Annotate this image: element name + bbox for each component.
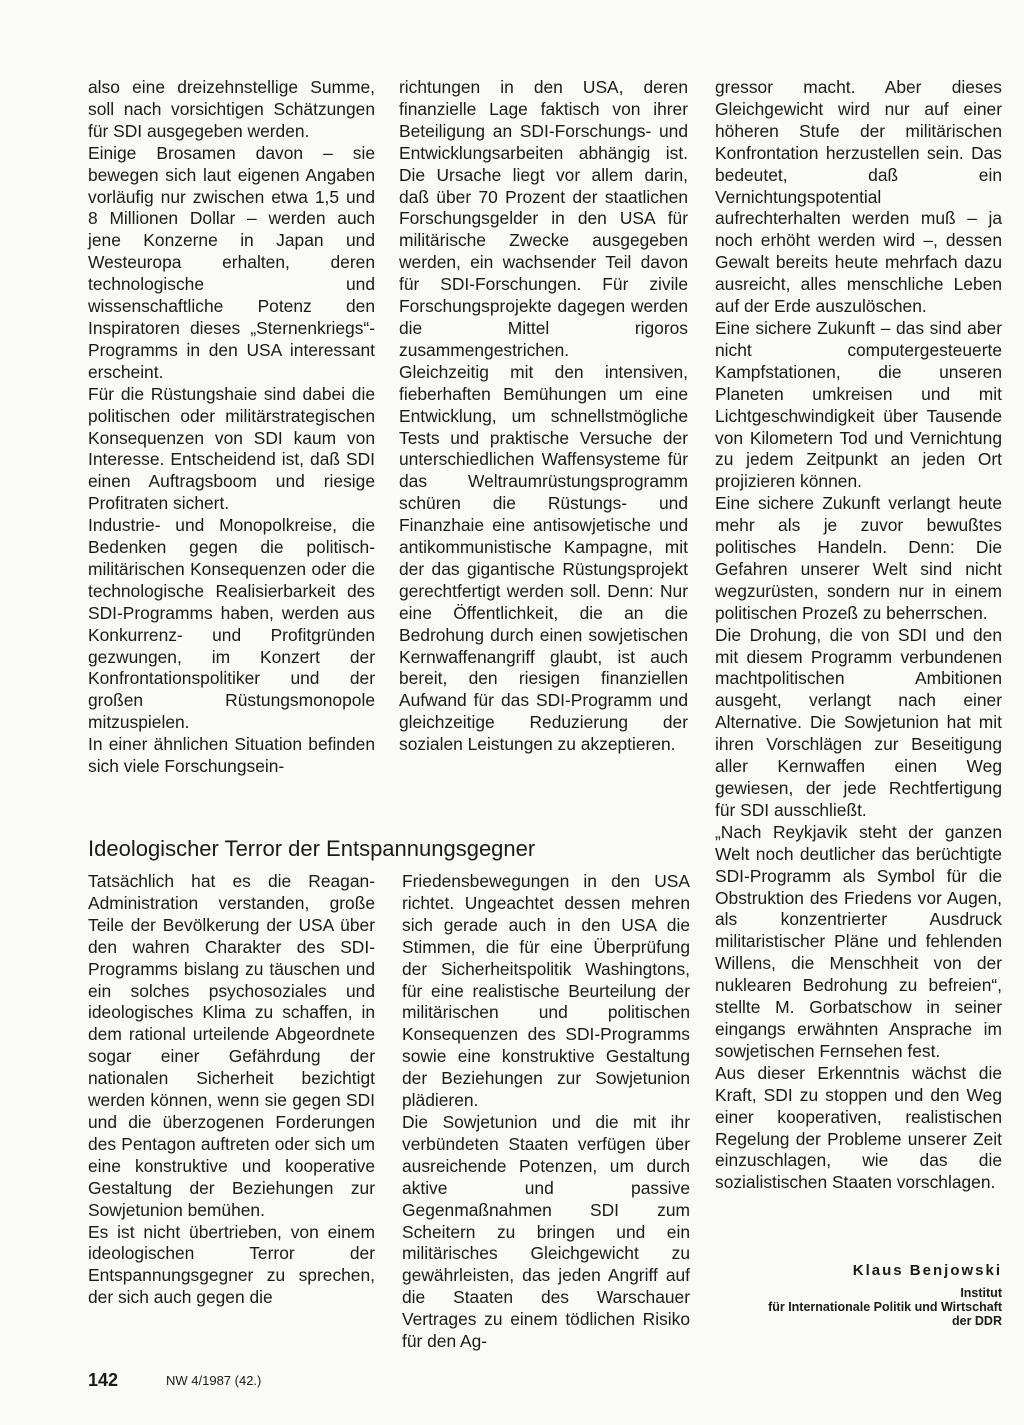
paragraph: Die Drohung, die von SDI und den mit diesem Programm verbundenen machtpolitischen Ambitionen ausgeht, verlangt nach einer Alternative. Die Sowjetunion hat mit ihren Vorschlägen zur Beseitigung aller Kernwaffen einen Weg gewiesen, der jede Rechtfertigung für SDI ausschließt. [715,624,1002,820]
section-heading: Ideologischer Terror der Entspannungsgegner [88,836,536,862]
right-column [715,77,1002,1194]
paragraph: Einige Brosamen davon – sie bewegen sich laut eigenen Angaben vorläufig nur zwischen etwa 1,5 und 8 Millionen Dollar – werden auch jene Konzerne in Japan und Westeuropa erhalten, deren technologische und wissenschaftliche Potenz den Inspiratoren dieses „Sternenkriegs“-Programms in den USA interessant erscheint. [88,142,375,382]
page-number: 142 [88,1370,119,1390]
paragraph: „Nach Reykjavik steht der ganzen Welt noch deutlicher das berüchtigte SDI-Programm als Symbol für die Obstruktion des Friedens vor Augen, als konzentrierter Ausdruck militaristischer Pläne und fehlenden Willens, die Menschheit von der nuklearen Bedrohung zu befreien“, stellte M. Gorbatschow in seiner eingangs erwähnten Ansprache im sowjetischen Fernsehen fest. [715,821,1002,1061]
paragraph: In einer ähnlichen Situation befinden sich viele Forschungsein- [88,734,375,777]
paragraph: Friedensbewegungen in den USA richtet. Ungeachtet dessen mehren sich gerade auch in den USA die Stimmen, die für eine Überprüfung der Sicherheitspolitik Washingtons, für eine realistische Beurteilung der militärischen und politischen Konsequenzen des SDI-Programms sowie eine konstruktive Gestaltung der Beziehungen zur Sowjetunion plädieren. [402,871,690,1111]
paragraph: Die Sowjetunion und die mit ihr verbündeten Staaten verfügen über ausreichende Potenzen, um durch aktive und passive Gegenmaßnahmen SDI zum Scheitern zu bringen und ein militärisches Gleichgewicht zu gewährleisten, das jeden Angriff auf die Staaten des Warschauer Vertrages zu einem tödlichen Risiko für den Ag- [402,1111,690,1352]
upper-left-column [88,77,375,778]
paragraph: Aus dieser Erkenntnis wächst die Kraft, SDI zu stoppen und den Weg einer kooperativen, realistischen Regelung der Probleme unserer Zeit einzuschlagen, wie das die sozialistischen Staaten vorschlagen. [715,1062,1002,1193]
author-name: Klaus Benjowski [852,1262,1002,1279]
author-institute-line: Institut [960,1286,1002,1300]
paragraph: gressor macht. Aber dieses Gleichgewicht wird nur auf einer höheren Stufe der militärischen Konfrontation herzustellen sein. Das bedeutet, daß ein Vernichtungspotential aufrechterhalten werden muß – ja noch erhöht werden wird –, dessen Gewalt bereits heute mehrfach dazu ausreicht, alles menschliche Leben auf der Erde auszulöschen. [715,77,1002,317]
author-institute-line: der DDR [951,1314,1002,1328]
paragraph: also eine dreizehnstellige Summe, soll nach vorsichtigen Schätzungen für SDI ausgegeben werden. [88,77,375,141]
paragraph: richtungen in den USA, deren finanzielle Lage faktisch von ihrer Beteiligung an SDI-Forschungs- und Entwicklungsarbeiten abhängig ist. Die Ursache liegt vor allem darin, daß über 70 Prozent der staatlichen Forschungsgelder in den USA für militärische Zwecke ausgegeben werden, ein wachsender Teil davon für SDI-Forschungen. Für zivile Forschungsprojekte dagegen werden die Mittel rigoros zusammengestrichen. [399,77,688,360]
issue-reference: NW 4/1987 (42.) [166,1373,262,1388]
lower-left-column [88,871,375,1309]
paragraph: Gleichzeitig mit den intensiven, fieberhaften Bemühungen um eine Entwicklung, um schnellstmögliche Tests und praktische Versuche der unterschiedlichen Waffensysteme für das Weltraumrüstungsprogramm schüren die Rüstungs- und Finanzhaie eine antisowjetische und antikommunistische Kampagne, mit der das gigantische Rüstungsprojekt gerechtfertigt werden soll. Denn: Nur eine Öffentlichkeit, die an die Bedrohung durch einen sowjetischen Kernwaffenangriff glaubt, ist auch bereit, den riesigen finanziellen Aufwand für das SDI-Programm und gleichzeitige Reduzierung der sozialen Leistungen zu akzeptieren. [399,361,688,755]
lower-middle-column [402,871,690,1353]
paragraph: Tatsächlich hat es die Reagan-Administration verstanden, große Teile der Bevölkerung der USA über den wahren Charakter des SDI-Programms bislang zu täuschen und ein solches psychosoziales und ideologisches Klima zu schaffen, in dem rational urteilende Abgeordnete sogar einer Gefährdung der nationalen Sicherheit bezichtigt werden können, wenn sie gegen SDI und die überzogenen Forderungen des Pentagon auftreten oder sich um eine konstruktive und kooperative Gestaltung der Beziehungen zur Sowjetunion bemühen. [88,871,375,1220]
author-signature [715,1262,1002,1352]
author-institute-line: für Internationale Politik und Wirtschaft [768,1300,1002,1314]
paragraph: Eine sichere Zukunft – das sind aber nicht computergesteuerte Kampfstationen, die unseren Planeten umkreisen und mit Lichtgeschwindigkeit über Tausende von Kilometern Tod und Vernichtung zu jedem Zeitpunkt an jeden Ort projizieren können. [715,317,1002,492]
paragraph: Eine sichere Zukunft verlangt heute mehr als je zuvor bewußtes politisches Handeln. Denn: Die Gefahren unserer Welt sind nicht wegzurüsten, sondern nur in einem politischen Prozeß zu beherrschen. [715,493,1002,623]
paragraph: Für die Rüstungshaie sind dabei die politischen oder militärstrategischen Konsequenzen von SDI kaum von Interesse. Entscheidend ist, daß SDI einen Auftragsboom und riesige Profitraten sichert. [88,383,375,514]
paragraph: Es ist nicht übertrieben, von einem ideologischen Terror der Entspannungsgegner zu sprechen, der sich auch gegen die [88,1221,375,1308]
upper-middle-column [399,77,688,756]
paragraph: Industrie- und Monopolkreise, die Bedenken gegen die politisch-militärischen Konsequenzen oder die technologische Realisierbarkeit des SDI-Programms haben, werden aus Konkurrenz- und Profitgründen gezwungen, im Konzert der Konfrontationspolitiker und der großen Rüstungsmonopole mitzuspielen. [88,515,375,733]
